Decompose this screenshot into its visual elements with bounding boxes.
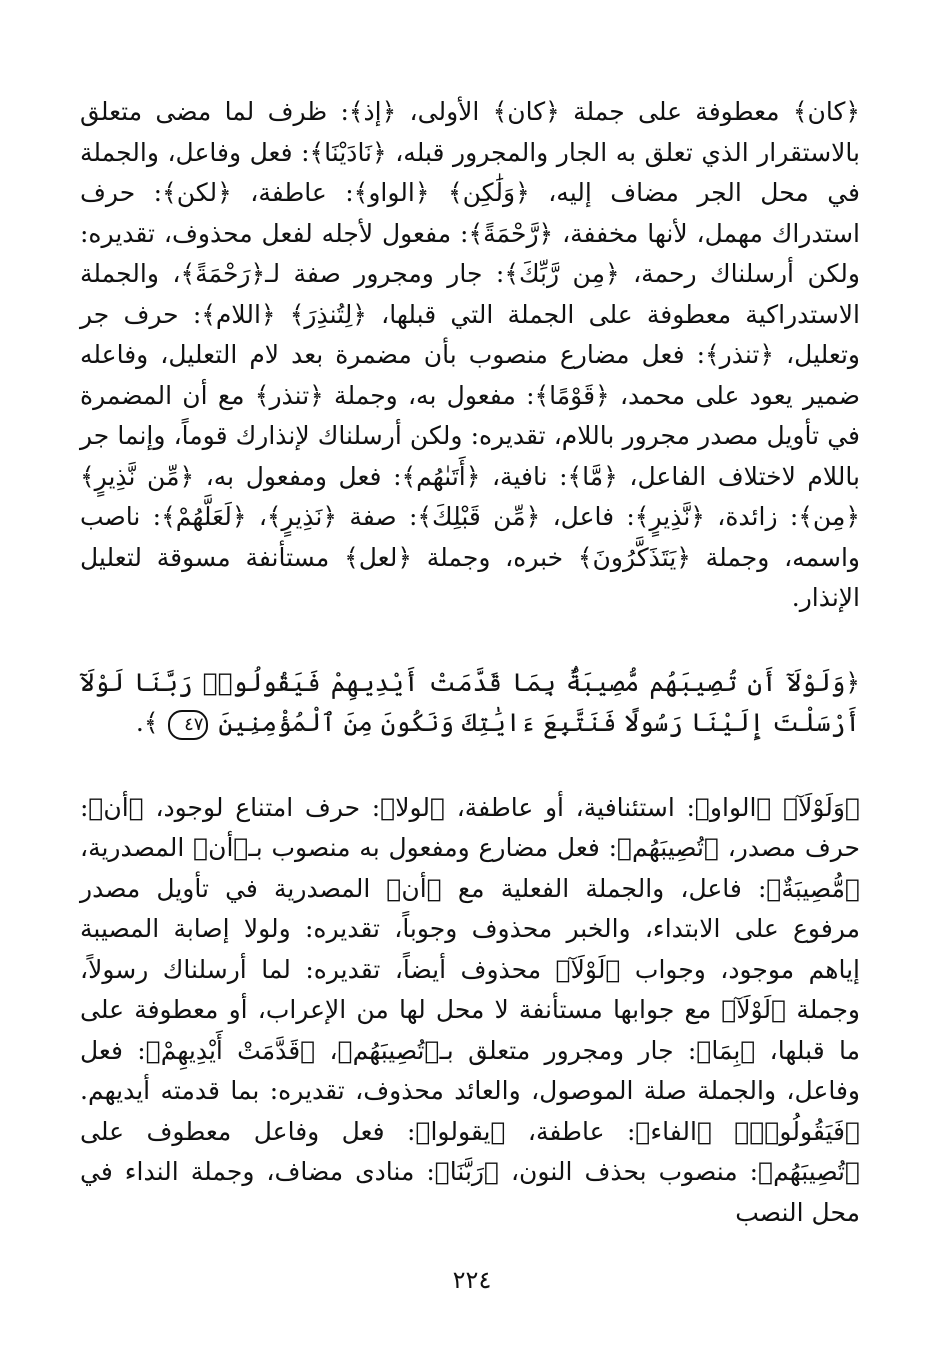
verse-number-ornament: ٤٧	[168, 710, 208, 740]
quran-verse	[80, 663, 860, 744]
paragraph-2: ﴿وَلَوْلَآ﴾ ﴿الواو﴾: استئنافية، أو عاطفة، ﴿لولا﴾: حرف امتناع لوجود، ﴿أن﴾: حرف مصدر، ﴿تُصِيبَهُم﴾: فعل مضارع ومفعول به منصوب بـ﴿أن﴾ المصدرية، ﴿مُّصِيبَةٌ﴾: فاعل، والجملة الفعلية مع ﴿أن﴾ المصدرية في تأويل مصدر مرفوع على الابتداء، والخبر محذوف وجوباً، تقديره: ولولا إصابة المصيبة إياهم موجود، وجواب ﴿لَوْلَآ﴾ محذوف أيضاً، تقديره: لما أرسلناك رسولاً، وجملة ﴿لَوْلَآ﴾ مع جوابها مستأنفة لا محل لها من الإعراب، أو معطوفة على ما قبلها، ﴿بِمَا﴾: جار ومجرور متعلق بـ﴿تُصِيبَهُم﴾، ﴿قَدَّمَتْ أَيْدِيهِمْ﴾: فعل وفاعل، والجملة صلة الموصول، والعائد محذوف، تقديره: بما قدمته أيديهم. ﴿فَيَقُولُوا۟﴾ ﴿الفاء﴾: عاطفة، ﴿يقولوا﴾: فعل وفاعل معطوف على ﴿تُصِيبَهُم﴾: منصوب بحذف النون، ﴿رَبَّنَا﴾: منادى مضاف، وجملة النداء في محل النصب	[80, 792, 861, 1227]
page-number: ٢٢٤	[452, 1266, 492, 1294]
paragraph-1: ﴿كان﴾ معطوفة على جملة ﴿كان﴾ الأولى، ﴿إذ﴾: ظرف لما مضى متعلق بالاستقرار الذي تعلق به الجار والمجرور قبله، ﴿نَادَيْنَا﴾: فعل وفاعل، والجملة في محل الجر مضاف إليه، ﴿وَلَٰكِن﴾ ﴿الواو﴾: عاطفة، ﴿لكن﴾: حرف استدراك مهمل، لأنها مخففة، ﴿رَّحْمَةً﴾: مفعول لأجله لفعل محذوف، تقديره: ولكن أرسلناك رحمة، ﴿مِن رَّبِّكَ﴾: جار ومجرور صفة لـ﴿رَحْمَةً﴾، والجملة الاستدراكية معطوفة على الجملة التي قبلها، ﴿لِتُنذِرَ﴾ ﴿اللام﴾: حرف جر وتعليل، ﴿تنذر﴾: فعل مضارع منصوب بأن مضمرة بعد لام التعليل، وفاعله ضمير يعود على محمد، ﴿قَوْمًا﴾: مفعول به، وجملة ﴿تنذر﴾ مع أن المضمرة في تأويل مصدر مجرور باللام، تقديره: ولكن أرسلناك لإنذارك قوماً، وإنما جر باللام لاختلاف الفاعل، ﴿مَّا﴾: نافية، ﴿أَتَىٰهُم﴾: فعل ومفعول به، ﴿مِّن نَّذِيرٍ﴾ ﴿مِن﴾: زائدة، ﴿نَّذِيرٍ﴾: فاعل، ﴿مِّن قَبْلِكَ﴾: صفة ﴿نَذِيرٍ﴾، ﴿لَعَلَّهُمْ﴾: ناصب واسمه، وجملة ﴿يَتَذَكَّرُونَ﴾ خبره، وجملة ﴿لعل﴾ مستأنفة مسوقة لتعليل الإنذار.	[80, 97, 860, 612]
verse-close: ﴾.	[135, 708, 159, 737]
verse-text: ﴿وَلَوْلَآ أَن تُصِيبَهُم مُّصِيبَةٌۢ بِمَا قَدَّمَتْ أَيْدِيهِمْ فَيَقُولُوا۟ رَبَّنَا لَوْلَآ أَرْسَلْتَ إِلَيْنَا رَسُولًا فَنَتَّبِعَ ءَايَٰتِكَ وَنَكُونَ مِنَ ٱلْمُؤْمِنِينَ	[80, 667, 860, 737]
page-content	[80, 92, 860, 1292]
